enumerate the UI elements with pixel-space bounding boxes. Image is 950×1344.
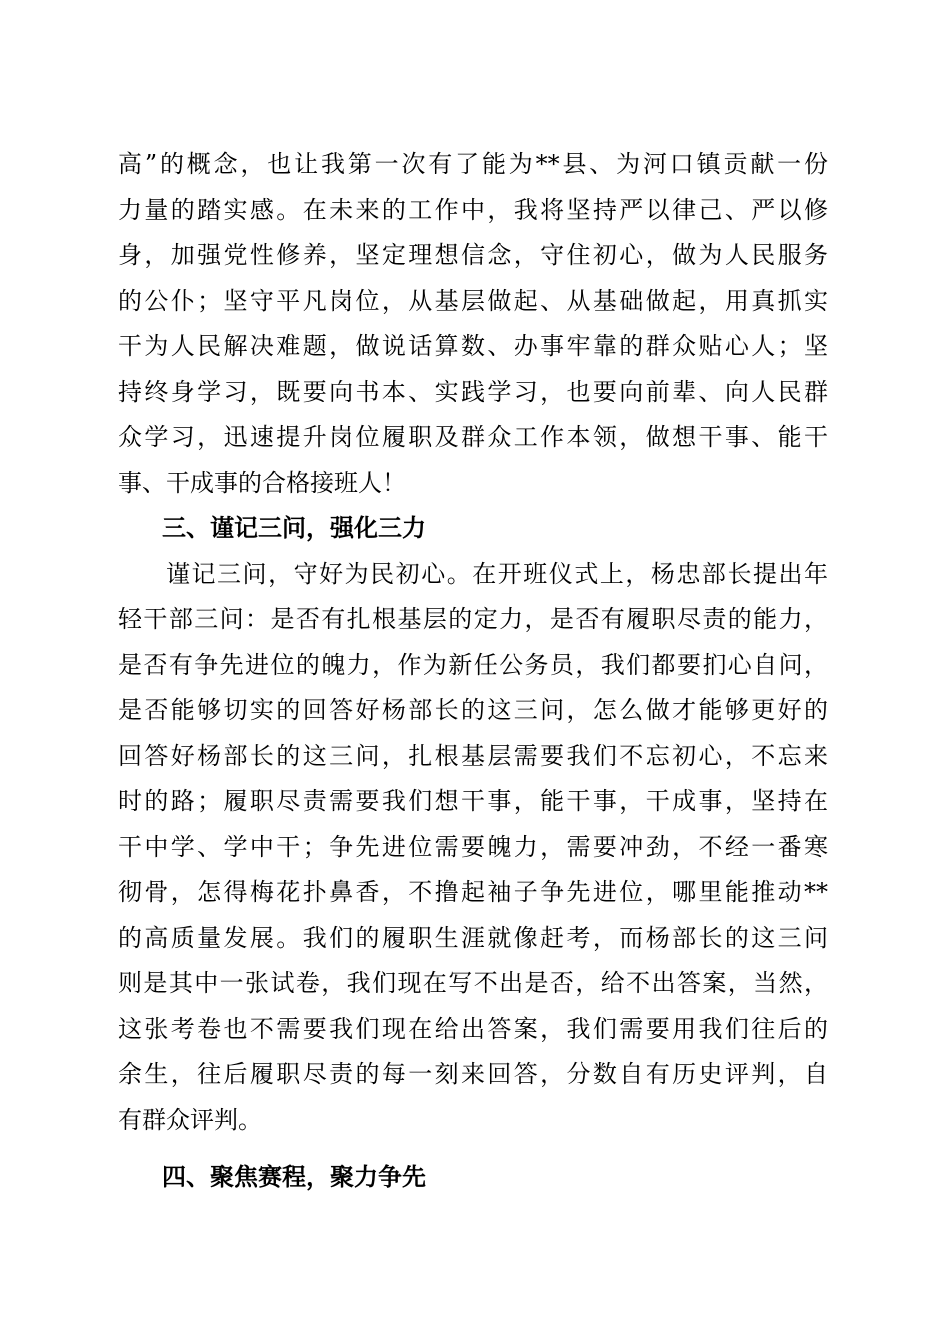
paragraph-line: 事、干成事的合格接班人！ (118, 468, 406, 497)
paragraph-line: 的公仆；坚守平凡岗位，从基层做起、从基础做起，用真抓实 (118, 286, 828, 315)
paragraph-line: 的高质量发展。我们的履职生涯就像赶考，而杨部长的这三问 (118, 923, 828, 952)
paragraph-line: 轻干部三问：是否有扎根基层的定力，是否有履职尽责的能力， (118, 605, 828, 633)
paragraph-line: 回答好杨部长的这三问，扎根基层需要我们不忘初心，不忘来 (118, 741, 828, 770)
paragraph-line: 谨记三问，守好为民初心。在开班仪式上，杨忠部长提出年 (166, 559, 828, 588)
paragraph-line: 有群众评判。 (118, 1105, 262, 1134)
paragraph-line: 是否能够切实的回答好杨部长的这三问，怎么做才能够更好的 (118, 696, 828, 724)
section-heading-3: 三、谨记三问，强化三力 (162, 514, 426, 542)
paragraph-line: 干中学、学中干；争先进位需要魄力，需要冲劲，不经一番寒 (118, 832, 828, 861)
document-body (118, 142, 828, 1201)
paragraph-line: 力量的踏实感。在未来的工作中，我将坚持严以律己、严以修 (118, 195, 828, 224)
paragraph-line: 高”的概念，也让我第一次有了能为**县、为河口镇贡献一份 (118, 150, 828, 178)
paragraph-line: 则是其中一张试卷，我们现在写不出是否，给不出答案，当然， (118, 969, 828, 997)
paragraph-line: 余生，往后履职尽责的每一刻来回答，分数自有历史评判，自 (118, 1060, 828, 1088)
paragraph-line: 这张考卷也不需要我们现在给出答案，我们需要用我们往后的 (118, 1014, 828, 1043)
paragraph-line: 干为人民解决难题，做说话算数、办事牢靠的群众贴心人；坚 (118, 332, 828, 360)
paragraph-line: 众学习，迅速提升岗位履职及群众工作本领，做想干事、能干 (118, 423, 828, 451)
paragraph-line: 彻骨，怎得梅花扑鼻香，不撸起袖子争先进位，哪里能推动** (118, 878, 828, 906)
paragraph-line: 身，加强党性修养，坚定理想信念，守住初心，做为人民服务 (118, 241, 828, 269)
paragraph-line: 时的路；履职尽责需要我们想干事，能干事，干成事，坚持在 (118, 787, 828, 815)
paragraph-line: 持终身学习，既要向书本、实践学习，也要向前辈、向人民群 (118, 377, 828, 406)
paragraph-line: 是否有争先进位的魄力，作为新任公务员，我们都要扪心自问， (118, 650, 828, 679)
section-heading-4: 四、聚焦赛程，聚力争先 (162, 1163, 426, 1191)
